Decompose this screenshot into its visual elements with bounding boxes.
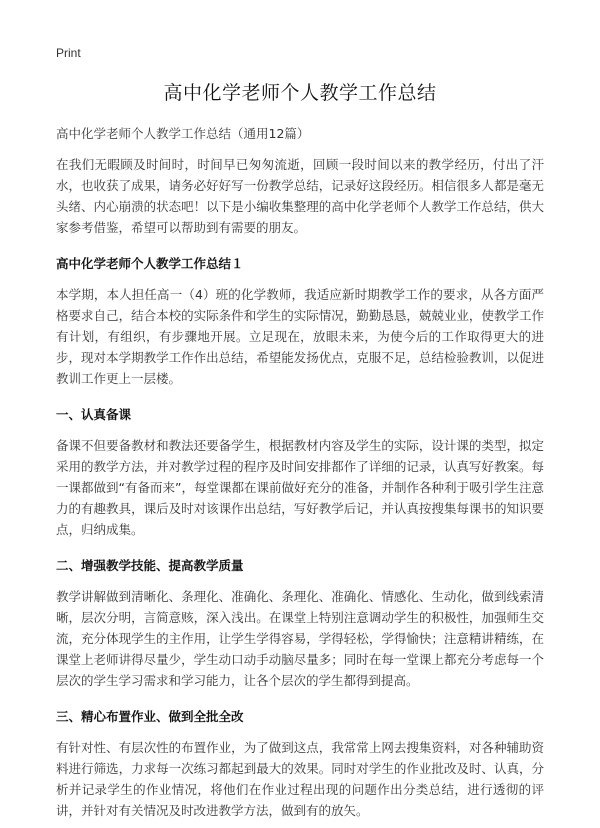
section-title: 高中化学老师个人教学工作总结１ <box>56 256 244 271</box>
document-title: 高中化学老师个人教学工作总结 <box>163 82 437 104</box>
part-text-homework: 有针对性、有层次性的布置作业，为了做到这点，我常常上网去搜集资料，对各种辅助资料进行筛选，力求每一次练习都起到最大的效果。同时对学生的作业批改及时、认真，分析并记录学生的作业情况，将他们在作业过程出现的问题作出分类总结，进行透彻的评讲，并针对有关情况及时改进教学方法，做到有的放矢。 <box>56 740 544 818</box>
part-text-prepare-lessons: 备课不但要备教材和教法还要备学生，根据教材内容及学生的实际，设计课的类型，拟定采用的教学方法，并对教学过程的程序及时间安排都作了详细的记录，认真写好教案。每一课都做到“有备而来”，每堂课都在课前做好充分的准备，并制作各种利于吸引学生注意力的有趣教具，课后及时对该课作出总结，写好教学后记，并认真按搜集每课书的知识要点，归纳成集。 <box>56 438 544 537</box>
intro-paragraph: 在我们无暇顾及时间时，时间早已匆匆流逝，回顾一段时间以来的教学经历，付出了汗水，也收获了成果，请务必好好写一份教学总结，记录好这段经历。相信很多人都是毫无头绪、内心崩溃的状态吧！以下是小编收集整理的高中化学老师个人教学工作总结，供大家参考借鉴，希望可以帮助到有需要的朋友。 <box>56 157 544 235</box>
section-intro-paragraph: 本学期，本人担任高一（4）班的化学教师，我适应新时期教学工作的要求，从各方面严格要求自己，结合本校的实际条件和学生的实际情况，勤勤恳恳，兢兢业业，使教学工作有计划，有组织，有步骤地开展。立足现在，放眼未来，为使今后的工作取得更大的进步，现对本学期教学工作作出总结，希望能发扬优点，克服不足，总结检验教训，以促进教训工作更上一层楼。 <box>56 287 544 386</box>
print-link[interactable]: Print <box>56 46 81 60</box>
part-heading-teaching-skills: 二、增强教学技能、提高教学质量 <box>56 558 244 573</box>
part-text-teaching-skills: 教学讲解做到清晰化、条理化、准确化、条理化、准确化、情感化、生动化，做到线索清晰，层次分明，言简意赅，深入浅出。在课堂上特别注意调动学生的积极性，加强师生交流，充分体现学生的主作用，让学生学得容易，学得轻松，学得愉快；注意精讲精练，在课堂上老师讲得尽量少，学生动口动手动脑尽量多；同时在每一堂课上都充分考虑每一个层次的学生学习需求和学习能力，让各个层次的学生都得到提高。 <box>56 589 544 688</box>
part-heading-prepare-lessons: 一、认真备课 <box>56 407 132 422</box>
part-heading-homework: 三、精心布置作业、做到全批全改 <box>56 709 244 724</box>
document-subtitle: 高中化学老师个人教学工作总结（通用12篇） <box>56 126 310 141</box>
